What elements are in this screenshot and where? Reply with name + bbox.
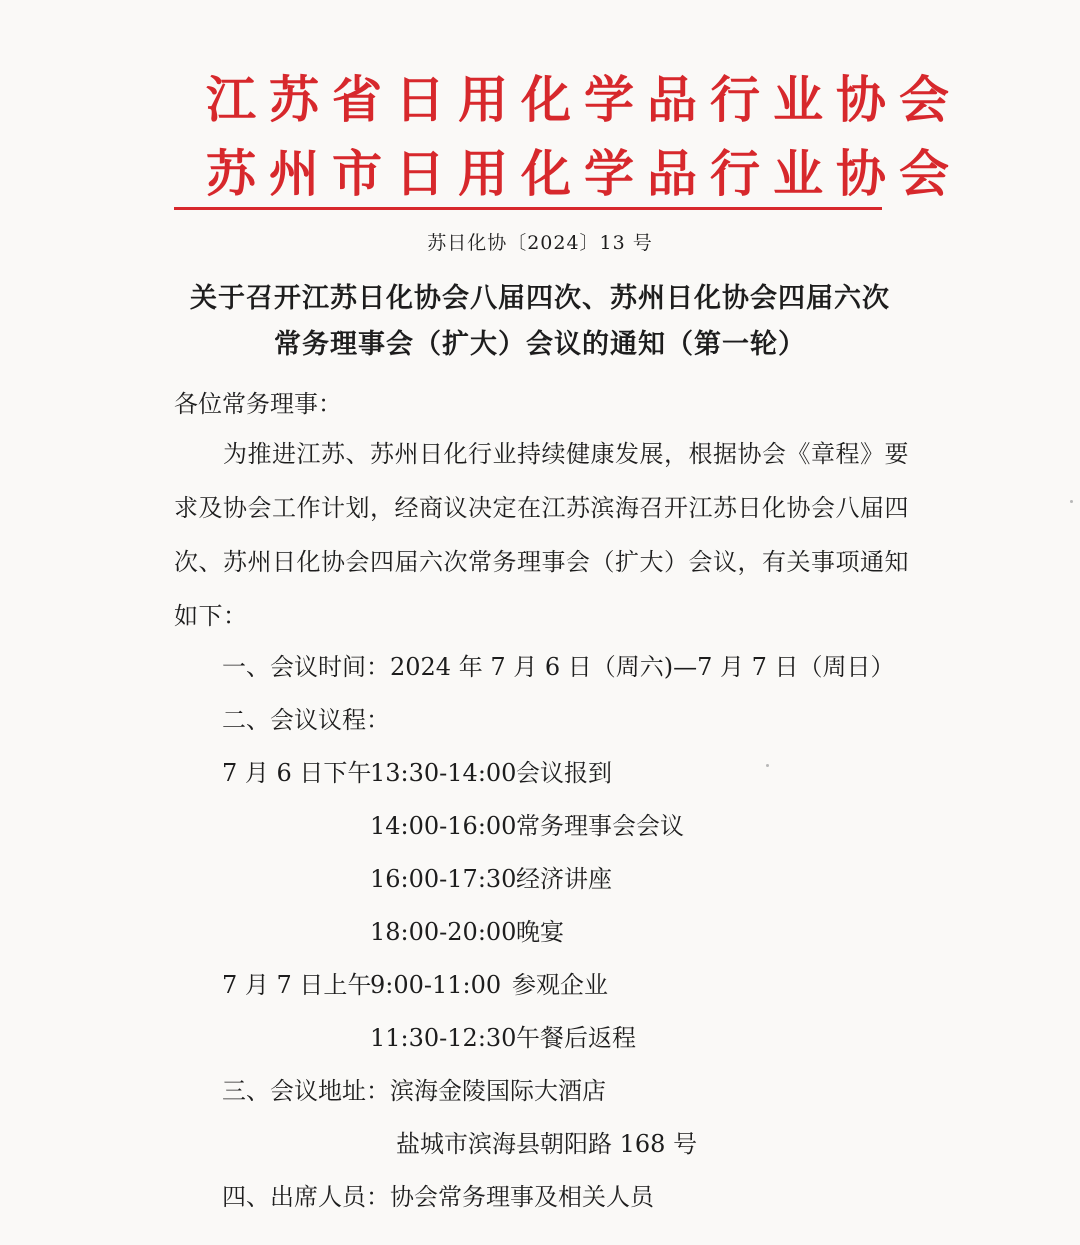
document-number: 苏日化协〔2024〕13 号 [427, 232, 653, 254]
schedule-day: 7 月 7 日上午 [222, 971, 372, 999]
body-line: 如下： [174, 602, 248, 630]
schedule-time: 13:30-14:00 [370, 759, 517, 787]
header-red-rule [174, 207, 882, 210]
schedule-row [370, 916, 564, 948]
body-line: 为推进江苏、苏州日化行业持续健康发展，根据协会《章程》要 [174, 440, 909, 468]
meeting-address: 三、会议地址：滨海金陵国际大酒店 [222, 1077, 606, 1105]
schedule-event: 经济讲座 [516, 865, 612, 893]
schedule-event: 会议报到 [516, 759, 612, 787]
schedule-time: 14:00-16:00 [370, 812, 517, 840]
schedule-time: 9:00-11:00 [370, 971, 502, 999]
attendees: 四、出席人员：协会常务理事及相关人员 [222, 1183, 654, 1211]
scan-speck [1070, 500, 1073, 503]
meeting-time: 一、会议时间：2024 年 7 月 6 日（周六)—7 月 7 日（周日） [222, 653, 895, 681]
issuing-org-line-1: 江苏省日用化学品行业协会 [206, 70, 962, 129]
notice-title-line-2: 常务理事会（扩大）会议的通知（第一轮） [274, 329, 806, 360]
body-line: 求及协会工作计划，经商议决定在江苏滨海召开江苏日化协会八届四 [174, 494, 909, 522]
schedule-event: 常务理事会会议 [516, 812, 684, 840]
scan-speck [766, 764, 769, 767]
schedule-row [222, 757, 612, 789]
schedule-time: 16:00-17:30 [370, 865, 517, 893]
schedule-row [370, 863, 612, 895]
notice-title-line-1: 关于召开江苏日化协会八届四次、苏州日化协会四届六次 [190, 283, 890, 314]
meeting-address-line-2: 盐城市滨海县朝阳路 168 号 [396, 1130, 698, 1158]
agenda-heading: 二、会议议程： [222, 706, 390, 734]
schedule-row [370, 1022, 636, 1054]
body-line: 次、苏州日化协会四届六次常务理事会（扩大）会议，有关事项通知 [174, 548, 909, 576]
schedule-time: 11:30-12:30 [370, 1024, 517, 1052]
schedule-time: 18:00-20:00 [370, 918, 517, 946]
schedule-event: 午餐后返程 [516, 1024, 636, 1052]
schedule-row [222, 969, 608, 1001]
schedule-event: 参观企业 [512, 971, 608, 999]
salutation: 各位常务理事： [174, 390, 342, 418]
schedule-row [370, 810, 684, 842]
schedule-event: 晚宴 [516, 918, 564, 946]
issuing-org-line-2: 苏州市日用化学品行业协会 [206, 144, 962, 203]
schedule-day: 7 月 6 日下午 [222, 759, 372, 787]
